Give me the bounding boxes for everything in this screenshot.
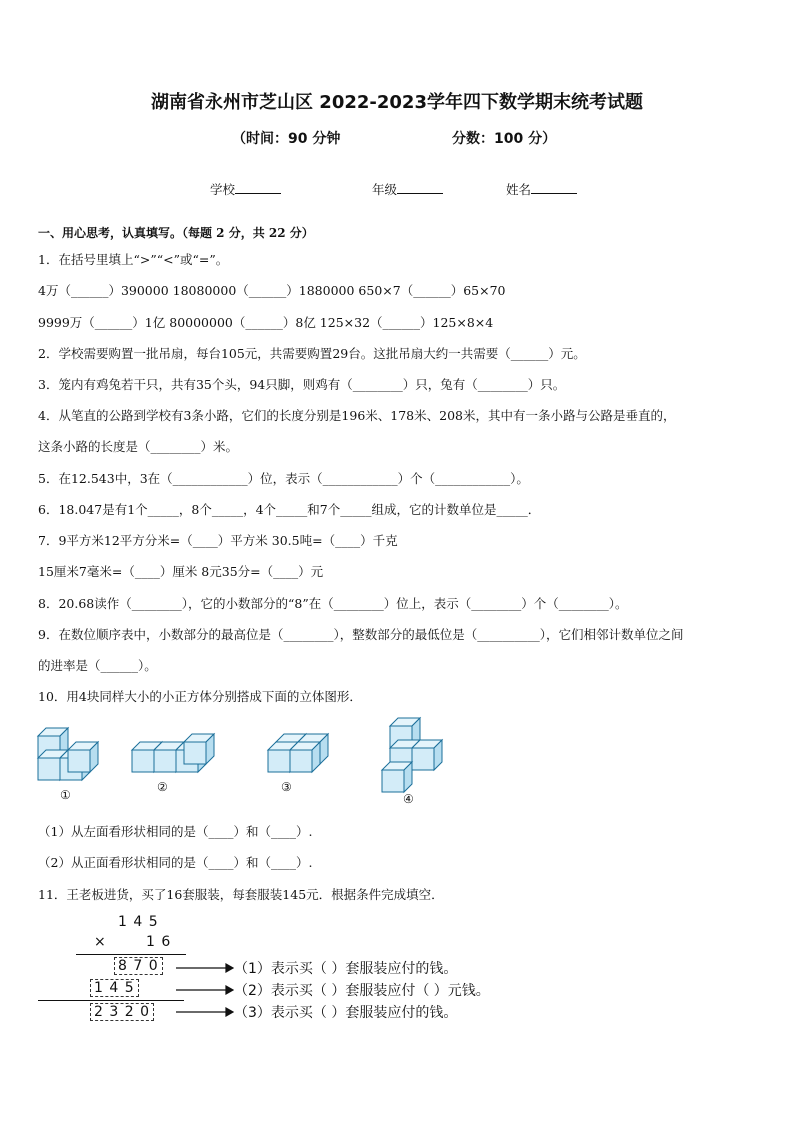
figure-3 [268,734,328,772]
total-product: 2 3 2 0 [90,1003,154,1021]
question-11: 11．王老板进货，买了16套服装，每套服装145元．根据条件完成填空． [38,887,444,902]
question-1-row-2: 9999万（______）1亿 80000000（______）8亿 125×32（______）125×8×4 [38,315,494,330]
school-field [210,180,281,198]
vertical-multiplication [38,912,618,1027]
school-label: 学校 [210,182,236,197]
question-2: 2．学校需要购置一批吊扇，每台105元，共需要购置29台。这批吊扇大约一共需要（______）元。 [38,346,586,361]
figure-2-label: ② [157,780,168,794]
exam-time: （时间：90 分钟 [232,131,341,147]
section-heading: 一、用心思考，认真填写。（每题 2 分，共 22 分） [38,226,314,240]
figure-1-label: ① [60,788,71,802]
question-10: 10．用4块同样大小的小正方体分别搭成下面的立体图形． [38,689,362,704]
partial-product-2: 1 4 5 [90,979,139,997]
partial-product-1: 8 7 0 [114,957,163,975]
grade-field [372,180,443,198]
calc-note-3: （3）表示买（ ）套服装应付的钱。 [234,1005,458,1021]
name-field [506,180,577,198]
question-7-row-2: 15厘米7毫米=（____）厘米 8元35分=（____）元 [38,564,324,579]
multiplier: 1 6 [146,934,172,950]
question-1: 1．在括号里填上“>”“<”或“=”。 [38,252,229,267]
multiplicand: 1 4 5 [118,914,159,930]
question-5: 5．在12.543中，3在（____________）位，表示（____________）个（____________）。 [38,471,529,486]
grade-blank[interactable] [397,181,443,194]
question-10-2: （2）从正面看形状相同的是（____）和（____）. [38,855,313,870]
question-8: 8．20.68读作（________），它的小数部分的“8”在（________）位上，表示（________）个（________）。 [38,596,628,611]
question-3: 3．笼内有鸡兔若干只，共有35个头，94只脚，则鸡有（________）只，兔有（________）只。 [38,377,566,392]
question-4-line-2: 这条小路的长度是（________）米。 [38,439,239,454]
figure-1 [38,728,98,780]
exam-score: 分数：100 分） [452,131,557,147]
question-9-line-1: 9．在数位顺序表中，小数部分的最高位是（________），整数部分的最低位是（__________），它们相邻计数单位之间 [38,627,684,642]
product-line-1 [76,954,186,955]
name-label: 姓名 [506,182,532,197]
product-line-2 [38,1000,184,1001]
page-title: 湖南省永州市芝山区 2022-2023学年四下数学期末统考试题 [151,92,643,113]
name-blank[interactable] [531,181,577,194]
school-blank[interactable] [235,181,281,194]
question-7-row-1: 7．9平方米12平方分米=（____）平方米 30.5吨=（____）千克 [38,533,398,548]
figure-4 [382,718,442,792]
figure-3-label: ③ [281,780,292,794]
question-4-line-1: 4．从笔直的公路到学校有3条小路，它们的长度分别是196米、178米、208米，其中有一条小路与公路是垂直的， [38,408,676,423]
arrows [174,962,234,1022]
question-10-1: （1）从左面看形状相同的是（____）和（____）. [38,824,313,839]
figure-4-label: ④ [403,792,414,806]
grade-label: 年级 [372,182,398,197]
calc-note-2: （2）表示买（ ）套服装应付（ ）元钱。 [234,983,490,999]
question-6: 6．18.047是有1个_____，8个_____，4个_____和7个_____组成，它的计数单位是_____． [38,502,541,517]
times-sign: × [94,934,106,950]
figure-2 [132,734,214,772]
calc-note-1: （1）表示买（ ）套服装应付的钱。 [234,961,458,977]
question-9-line-2: 的进率是（______）。 [38,658,157,673]
question-1-row-1: 4万（______）390000 18080000（______）1880000 650×7（______）65×70 [38,283,506,298]
